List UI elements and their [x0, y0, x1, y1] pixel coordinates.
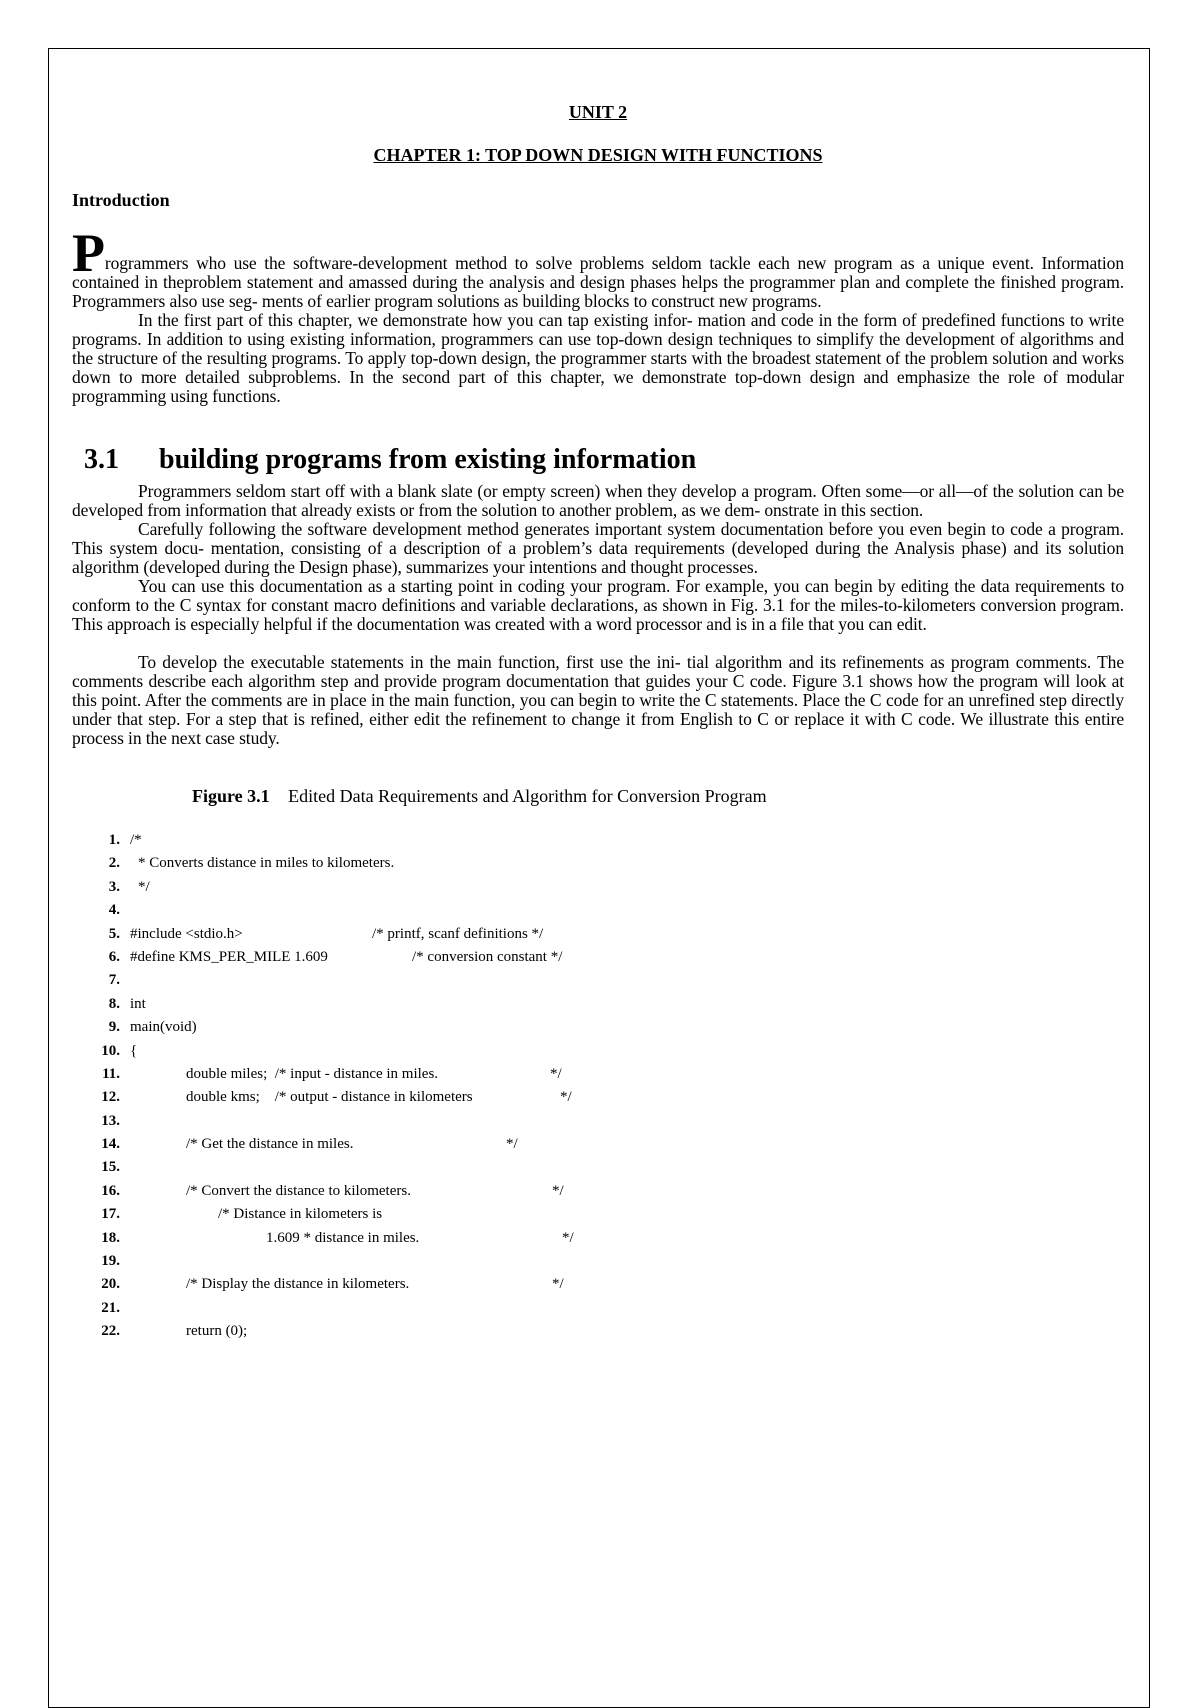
code-line-number: 6.: [108, 948, 120, 965]
code-line: [72, 1227, 1124, 1250]
code-line: [72, 899, 1124, 922]
code-text: /*: [130, 832, 142, 848]
code-line-number: 12.: [101, 1089, 120, 1106]
intro-paragraph-2: In the first part of this chapter, we demonstrate how you can tap existing infor- mation and code in the form of predefined functions to write programs. In addition to using existing information, programmers can use top-down design techniques to simplify the development of algorithms and the structure of the resulting programs. To apply top-down design, the programmer starts with the broadest statement of the problem solution and works down to more detailed subproblems. In the second part of this chapter, we demonstrate top-down design and emphasize the role of modular programming using functions.: [72, 310, 1124, 406]
chapter-title-wrap: [72, 145, 1124, 166]
code-line-number: 4.: [108, 902, 120, 919]
section-paragraph-2: Carefully following the software development method generates important system documentation before you even begin to code a program. This system docu- mentation, consisting of a description of a problem’s data requirements (developed during the Analysis phase) and its solution algorithm (developed during the Design phase), summarizes your intentions and thought processes.: [72, 519, 1124, 577]
code-line: [72, 1203, 1124, 1226]
intro-heading: Introduction: [72, 190, 170, 210]
code-line: [72, 1180, 1124, 1203]
code-line-number: 22.: [101, 1323, 120, 1340]
code-text: main(void): [130, 1019, 197, 1036]
code-line: [72, 923, 1124, 946]
code-line-number: 5.: [108, 925, 120, 942]
code-text: double kms; /* output - distance in kilometers: [186, 1089, 473, 1106]
code-line: [72, 1250, 1124, 1273]
code-line: [72, 1133, 1124, 1156]
code-line: [72, 876, 1124, 899]
code-text: int: [130, 995, 146, 1012]
code-line-number: 9.: [108, 1019, 120, 1036]
code-line: [72, 829, 1124, 852]
section-heading: [84, 444, 1124, 476]
code-line: [72, 852, 1124, 875]
code-text: #define KMS_PER_MILE 1.609: [130, 948, 328, 965]
figure-caption-text: Edited Data Requirements and Algorithm for Conversion Program: [288, 786, 767, 806]
drop-cap: P: [72, 223, 105, 283]
code-line: [72, 969, 1124, 992]
code-line-number: 7.: [108, 972, 120, 989]
code-comment: */: [562, 1229, 574, 1246]
code-text: {: [130, 1042, 138, 1059]
code-text: /* Get the distance in miles.: [186, 1136, 354, 1153]
chapter-title: CHAPTER 1: TOP DOWN DESIGN WITH FUNCTIONS: [373, 145, 823, 165]
code-line-number: 3.: [108, 878, 120, 895]
code-line-number: 21.: [101, 1299, 120, 1316]
code-line-number: 8.: [108, 995, 120, 1012]
section-paragraph-4: To develop the executable statements in the main function, first use the ini- tial algorithm and its refinements as program comments. The comments describe each algorithm step and provide program documentation that guides your C code. Figure 3.1 shows how the program will look at this point. After the comments are in place in the main function, you can begin to write the C statements. Place the C code for an unrefined step directly under that step. For a step that is refined, either edit the refinement to change it from English to C or replace it with C code. We illustrate this entire process in the next case study.: [72, 652, 1124, 748]
code-text: 1.609 * distance in miles.: [266, 1229, 420, 1246]
intro-paragraph-1-text: rogrammers who use the software-development method to solve problems seldom tackle each new program as a unique event. Information contained in theproblem statement and amassed during the analysis and design phases helps the programmer plan and complete the finished program. Programmers also use seg- ments of earlier program solutions as building blocks to construct new programs.: [72, 253, 1124, 311]
code-comment: /* printf, scanf definitions */: [372, 925, 544, 942]
code-comment: */: [550, 1065, 562, 1082]
intro-paragraph-1: [72, 223, 1124, 311]
code-line-number: 17.: [101, 1206, 120, 1223]
figure-caption: [192, 786, 1124, 807]
code-line-number: 16.: [101, 1182, 120, 1199]
code-comment: */: [552, 1182, 564, 1199]
code-line-number: 19.: [101, 1253, 120, 1270]
code-line: [72, 1016, 1124, 1039]
code-line: [72, 1273, 1124, 1296]
code-text: return (0);: [186, 1323, 248, 1340]
code-listing: [72, 829, 1124, 1344]
paragraph-gap: [72, 634, 1124, 653]
code-line: [72, 993, 1124, 1016]
code-comment: */: [506, 1136, 518, 1153]
code-text: * Converts distance in miles to kilometers.: [138, 855, 395, 872]
code-line: [72, 946, 1124, 969]
code-text: #include <stdio.h>: [130, 925, 243, 942]
code-line-number: 13.: [101, 1112, 120, 1129]
code-comment: */: [552, 1276, 564, 1293]
code-line: [72, 1297, 1124, 1320]
code-line: [72, 1320, 1124, 1343]
code-text: double miles; /* input - distance in miles.: [186, 1065, 439, 1082]
code-line: [72, 1063, 1124, 1086]
unit-title: UNIT 2: [568, 102, 628, 122]
code-line-number: 14.: [101, 1136, 120, 1153]
code-line: [72, 1156, 1124, 1179]
code-text: */: [138, 878, 150, 895]
code-line-number: 2.: [108, 855, 120, 872]
code-line-number: 10.: [101, 1042, 120, 1059]
section-title: building programs from existing information: [159, 444, 697, 475]
section-number: 3.1: [84, 444, 119, 475]
code-line: [72, 1110, 1124, 1133]
code-text: /* Convert the distance to kilometers.: [186, 1182, 411, 1199]
code-line-number: 15.: [101, 1159, 120, 1176]
code-line: [72, 1040, 1124, 1063]
code-line: [72, 1086, 1124, 1109]
code-line-number: 18.: [101, 1229, 120, 1246]
document-content: [72, 102, 1124, 1344]
unit-title-wrap: [72, 102, 1124, 123]
code-line-number: 1.: [108, 832, 120, 848]
section-paragraph-1: Programmers seldom start off with a blank slate (or empty screen) when they develop a program. Often some—or all—of the solution can be developed from information that already exists or from the solution to another problem, as we dem- onstrate in this section.: [72, 481, 1124, 520]
code-line-number: 11.: [102, 1065, 120, 1082]
code-text: /* Distance in kilometers is: [218, 1206, 383, 1223]
section-paragraph-3: You can use this documentation as a starting point in coding your program. For example, you can begin by editing the data requirements to conform to the C syntax for constant macro definitions and variable declarations, as shown in Fig. 3.1 for the miles-to-kilometers conversion program. This approach is especially helpful if the documentation was created with a word processor and is in a file that you can edit.: [72, 576, 1124, 634]
code-line-number: 20.: [101, 1276, 120, 1293]
code-comment: /* conversion constant */: [412, 948, 563, 965]
figure-label: Figure 3.1: [192, 786, 270, 806]
code-comment: */: [560, 1089, 572, 1106]
code-text: /* Display the distance in kilometers.: [186, 1276, 410, 1293]
